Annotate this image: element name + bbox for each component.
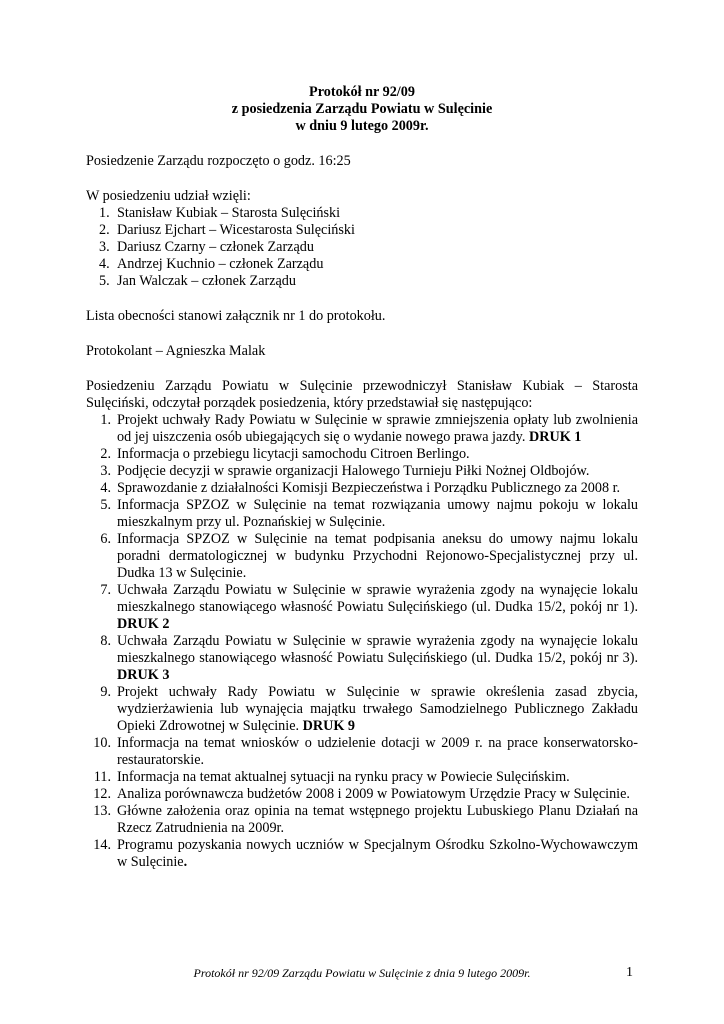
agenda-text [117, 803, 638, 837]
agenda-item-text: Informacja SPZOZ w Sulęcinie na temat rozwiązania umowy najmu pokoju w lokalu mieszkalnym przy ul. Poznańskiej w Sulęcinie. [117, 497, 638, 530]
attendee-name: Stanisław Kubiak – Starosta Sulęciński [117, 205, 341, 221]
attendee-name: Dariusz Czarny – członek Zarządu [117, 239, 314, 255]
agenda-item [86, 531, 638, 582]
agenda-item-print-ref: DRUK 3 [117, 667, 170, 683]
agenda-number: 1. [100, 412, 111, 428]
document-page [86, 84, 638, 871]
attendee-number: 3. [99, 239, 110, 255]
agenda-item-text: Sprawozdanie z działalności Komisji Bezpieczeństwa i Porządku Publicznego za 2008 r. [117, 480, 621, 496]
agenda-item [86, 684, 638, 735]
agenda-item-text: Podjęcie decyzji w sprawie organizacji Halowego Turnieju Piłki Nożnej Oldbojów. [117, 463, 590, 479]
attendee-item [86, 273, 638, 290]
agenda-item [86, 633, 638, 684]
agenda-item-print-ref: . [183, 854, 188, 870]
page-number: 1 [626, 965, 633, 980]
chair-intro: Posiedzeniu Zarządu Powiatu w Sulęcinie przewodniczył Stanisław Kubiak – Starosta Sulęciński, odczytał porządek posiedzenia, który przedstawiał się następująco: [86, 378, 638, 411]
attendees-list [86, 205, 638, 290]
agenda-item [86, 735, 638, 769]
document-title-line-1: Protokół nr 92/09 [309, 84, 415, 100]
agenda-item-text: Informacja o przebiegu licytacji samochodu Citroen Berlingo. [117, 446, 470, 462]
agenda-number: 7. [100, 582, 111, 598]
document-title-line-3: w dniu 9 lutego 2009r. [295, 118, 429, 134]
attendee-number: 2. [99, 222, 110, 238]
attendee-name: Andrzej Kuchnio – członek Zarządu [117, 256, 324, 272]
agenda-text [117, 497, 638, 531]
attendee-item [86, 256, 638, 273]
agenda-item-text: Informacja na temat aktualnej sytuacji na rynku pracy w Powiecie Sulęcińskim. [117, 769, 570, 785]
agenda-item-text: Projekt uchwały Rady Powiatu w Sulęcinie w sprawie określenia zasad zbycia, wydzierżawienia lub wynajęcia majątku trwałego Samodzielnego Publicznego Zakładu Opieki Zdrowotnej w Sulęcinie. [117, 684, 638, 734]
agenda-number: 8. [100, 633, 111, 649]
agenda-number: 11. [93, 769, 111, 785]
attendance-list-note: Lista obecności stanowi załącznik nr 1 do protokołu. [86, 308, 386, 324]
agenda-text [117, 769, 638, 786]
agenda-item-text: Informacja SPZOZ w Sulęcinie na temat podpisania aneksu do umowy najmu lokalu poradni dermatologicznej w budynku Przychodni Rejonowo-Specjalistycznej przy ul. Dudka 13 w Sulęcinie. [117, 531, 638, 581]
agenda-item [86, 769, 638, 786]
agenda-text [117, 412, 638, 446]
agenda-number: 10. [93, 735, 111, 751]
agenda-item-text: Analiza porównawcza budżetów 2008 i 2009 w Powiatowym Urzędzie Pracy w Sulęcinie. [117, 786, 630, 802]
attendee-item [86, 205, 638, 222]
attendees-intro: W posiedzeniu udział wzięli: [86, 188, 251, 204]
agenda-item-print-ref: DRUK 1 [528, 429, 582, 445]
agenda-number: 3. [100, 463, 111, 479]
agenda-item-text: Uchwała Zarządu Powiatu w Sulęcinie w sprawie wyrażenia zgody na wynajęcie lokalu mieszkalnego stanowiącego własność Powiatu Sulęcińskiego (ul. Dudka 15/2, pokój nr 3). [117, 633, 638, 666]
agenda-number: 2. [100, 446, 111, 462]
agenda-item [86, 582, 638, 633]
agenda-number: 14. [93, 837, 111, 853]
agenda-number: 13. [93, 803, 111, 819]
agenda-text [117, 633, 638, 684]
attendee-number: 1. [99, 205, 110, 221]
attendee-name: Dariusz Ejchart – Wicestarosta Sulęciński [117, 222, 355, 238]
attendee-item [86, 239, 638, 256]
agenda-item [86, 837, 638, 871]
recorder-line: Protokolant – Agnieszka Malak [86, 343, 266, 359]
attendee-number: 4. [99, 256, 110, 272]
agenda-list [86, 412, 638, 871]
opening-statement: Posiedzenie Zarządu rozpoczęto o godz. 16:25 [86, 153, 351, 169]
agenda-item [86, 803, 638, 837]
agenda-number: 6. [100, 531, 111, 547]
page-footer: Protokół nr 92/09 Zarządu Powiatu w Sulęcinie z dnia 9 lutego 2009r. [193, 966, 531, 980]
agenda-text [117, 480, 638, 497]
agenda-item [86, 497, 638, 531]
agenda-item-text: Uchwała Zarządu Powiatu w Sulęcinie w sprawie wyrażenia zgody na wynajęcie lokalu mieszkalnego stanowiącego własność Powiatu Sulęcińskiego (ul. Dudka 15/2, pokój nr 1). [117, 582, 638, 615]
attendee-item [86, 222, 638, 239]
agenda-number: 4. [100, 480, 111, 496]
agenda-number: 9. [100, 684, 111, 700]
agenda-item-text: Informacja na temat wniosków o udzielenie dotacji w 2009 r. na prace konserwatorsko-restauratorskie. [117, 735, 638, 768]
agenda-item-print-ref: DRUK 2 [117, 616, 170, 632]
agenda-item [86, 480, 638, 497]
agenda-item-print-ref: DRUK 9 [302, 718, 356, 734]
agenda-number: 5. [100, 497, 111, 513]
agenda-text [117, 735, 638, 769]
attendee-name: Jan Walczak – członek Zarządu [117, 273, 296, 289]
document-title-line-2: z posiedzenia Zarządu Powiatu w Sulęcinie [231, 101, 493, 117]
agenda-text [117, 786, 638, 803]
attendee-number: 5. [99, 273, 110, 289]
agenda-text [117, 446, 638, 463]
agenda-text [117, 582, 638, 633]
agenda-text [117, 837, 638, 871]
agenda-text [117, 684, 638, 735]
agenda-item-text: Programu pozyskania nowych uczniów w Specjalnym Ośrodku Szkolno-Wychowawczym w Sulęcinie [117, 837, 638, 870]
agenda-item [86, 446, 638, 463]
agenda-item [86, 412, 638, 446]
agenda-text [117, 531, 638, 582]
agenda-text [117, 463, 638, 480]
agenda-item [86, 463, 638, 480]
agenda-item-text: Projekt uchwały Rady Powiatu w Sulęcinie w sprawie zmniejszenia opłaty lub zwolnienia od jej uiszczenia osób ubiegających się o wydanie nowego prawa jazdy. [117, 412, 638, 445]
agenda-item-text: Główne założenia oraz opinia na temat wstępnego projektu Lubuskiego Planu Działań na Rzecz Zatrudnienia na 2009r. [117, 803, 638, 836]
agenda-number: 12. [93, 786, 111, 802]
agenda-item [86, 786, 638, 803]
